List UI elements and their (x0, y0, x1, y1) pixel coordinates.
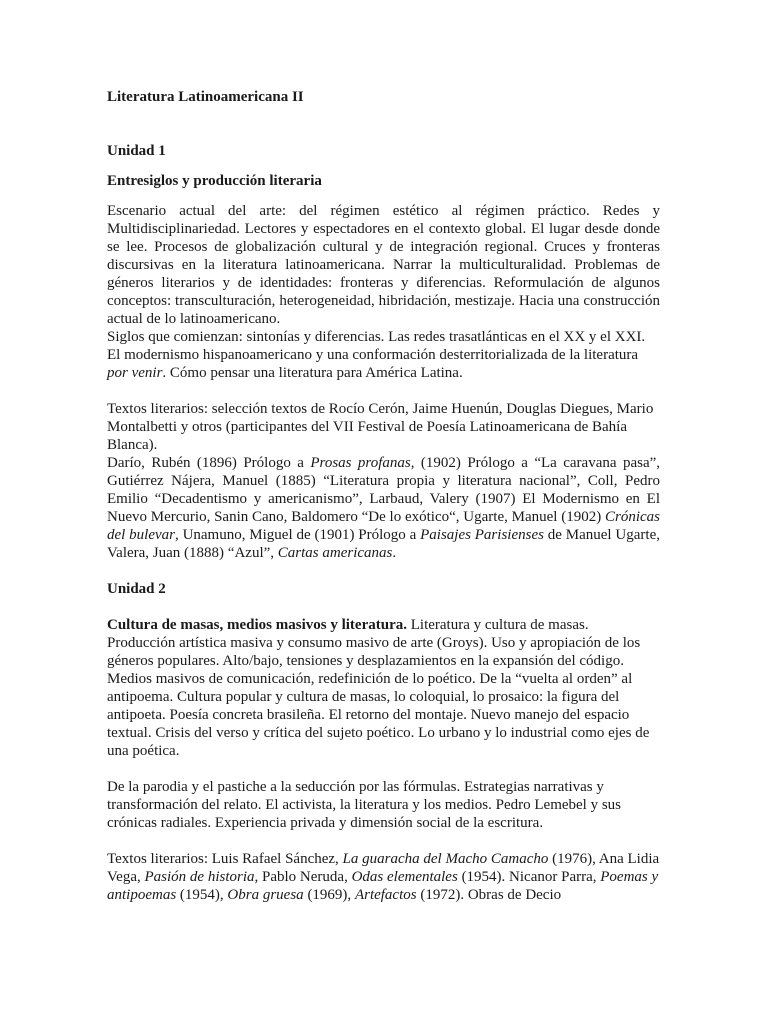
document-title: Literatura Latinoamericana II (107, 89, 304, 105)
unit-1-texts-2: Darío, Rubén (1896) Prólogo a Prosas profanas, (1902) Prólogo a “La caravana pasa”, Gutiérrez Nájera, Manuel (1885) “Literatura propia y literatura nacional”, Coll, Pedro Emilio “Decadentismo y americanismo”, Larbaud, Valery (1907) El Modernismo en El Nuevo Mercurio, Sanin Cano, Baldomero “De lo exótico“, Ugarte, Manuel (1902) Crónicas del bulevar, Unamuno, Miguel de (1901) Prólogo a Paisajes Parisienses de Manuel Ugarte, Valera, Juan (1888) “Azul”, Cartas americanas. (107, 455, 661, 561)
unit-2-texts: Textos literarios: Luis Rafael Sánchez, La guaracha del Macho Camacho (1976), Ana Lidia Vega, Pasión de historia, Pablo Neruda, Odas elementales (1954). Nicanor Parra, Poemas y antipoemas (1954), Obra gruesa (1969), Artefactos (1972). Obras de Decio (107, 851, 660, 903)
italic-por-venir: por venir (107, 365, 163, 381)
unit-1-heading: Unidad 1 (107, 143, 166, 159)
document-body (107, 88, 660, 904)
unit-2-heading: Unidad 2 (107, 581, 166, 597)
unit-1-paragraph-2: Siglos que comienzan: sintonías y diferencias. Las redes trasatlánticas en el XX y el XXI. (107, 329, 646, 345)
unit-1-paragraph-1: Escenario actual del arte: del régimen estético al régimen práctico. Redes y Multidisciplinariedad. Lectores y espectadores en el contexto global. El lugar desde donde se lee. Procesos de globalización cultural y de integración regional. Cruces y fronteras discursivas en la literatura latinoamericana. Narrar la multiculturalidad. Problemas de géneros literarios y de identidades: fronteras y diferencias. Reformulación de algunos conceptos: transculturación, heterogeneidad, hibridación, mestizaje. Hacia una construcción actual de lo latinoamericano. (107, 203, 660, 327)
unit-2-lead: Cultura de masas, medios masivos y literatura. (107, 617, 407, 633)
unit-1-paragraph-3: El modernismo hispanoamericano y una conformación desterritorializada de la literatura por venir. Cómo pensar una literatura para América Latina. (107, 347, 639, 381)
unit-1-texts-1: Textos literarios: selección textos de Rocío Cerón, Jaime Huenún, Douglas Diegues, Mario Montalbetti y otros (participantes del VII Festival de Poesía Latinoamericana de Bahía Blanca). (107, 401, 654, 453)
unit-1-subtitle: Entresiglos y producción literaria (107, 173, 322, 189)
unit-2-paragraph-2: De la parodia y el pastiche a la seducción por las fórmulas. Estrategias narrativas y transformación del relato. El activista, la literatura y los medios. Pedro Lemebel y sus crónicas radiales. Experiencia privada y dimensión social de la escritura. (107, 779, 622, 831)
unit-2-paragraph-1: Cultura de masas, medios masivos y literatura. Literatura y cultura de masas. Producción artística masiva y consumo masivo de arte (Groys). Uso y apropiación de los géneros populares. Alto/bajo, tensiones y desplazamientos en la expansión del código. Medios masivos de comunicación, redefinición de lo poético. De la “vuelta al orden” al antipoema. Cultura popular y cultura de masas, lo coloquial, lo prosaico: la figura del antipoeta. Poesía concreta brasileña. El retorno del montaje. Nuevo manejo del espacio textual. Crisis del verso y crítica del sujeto poético. Lo urbano y lo industrial como ejes de una poética. (107, 617, 650, 759)
